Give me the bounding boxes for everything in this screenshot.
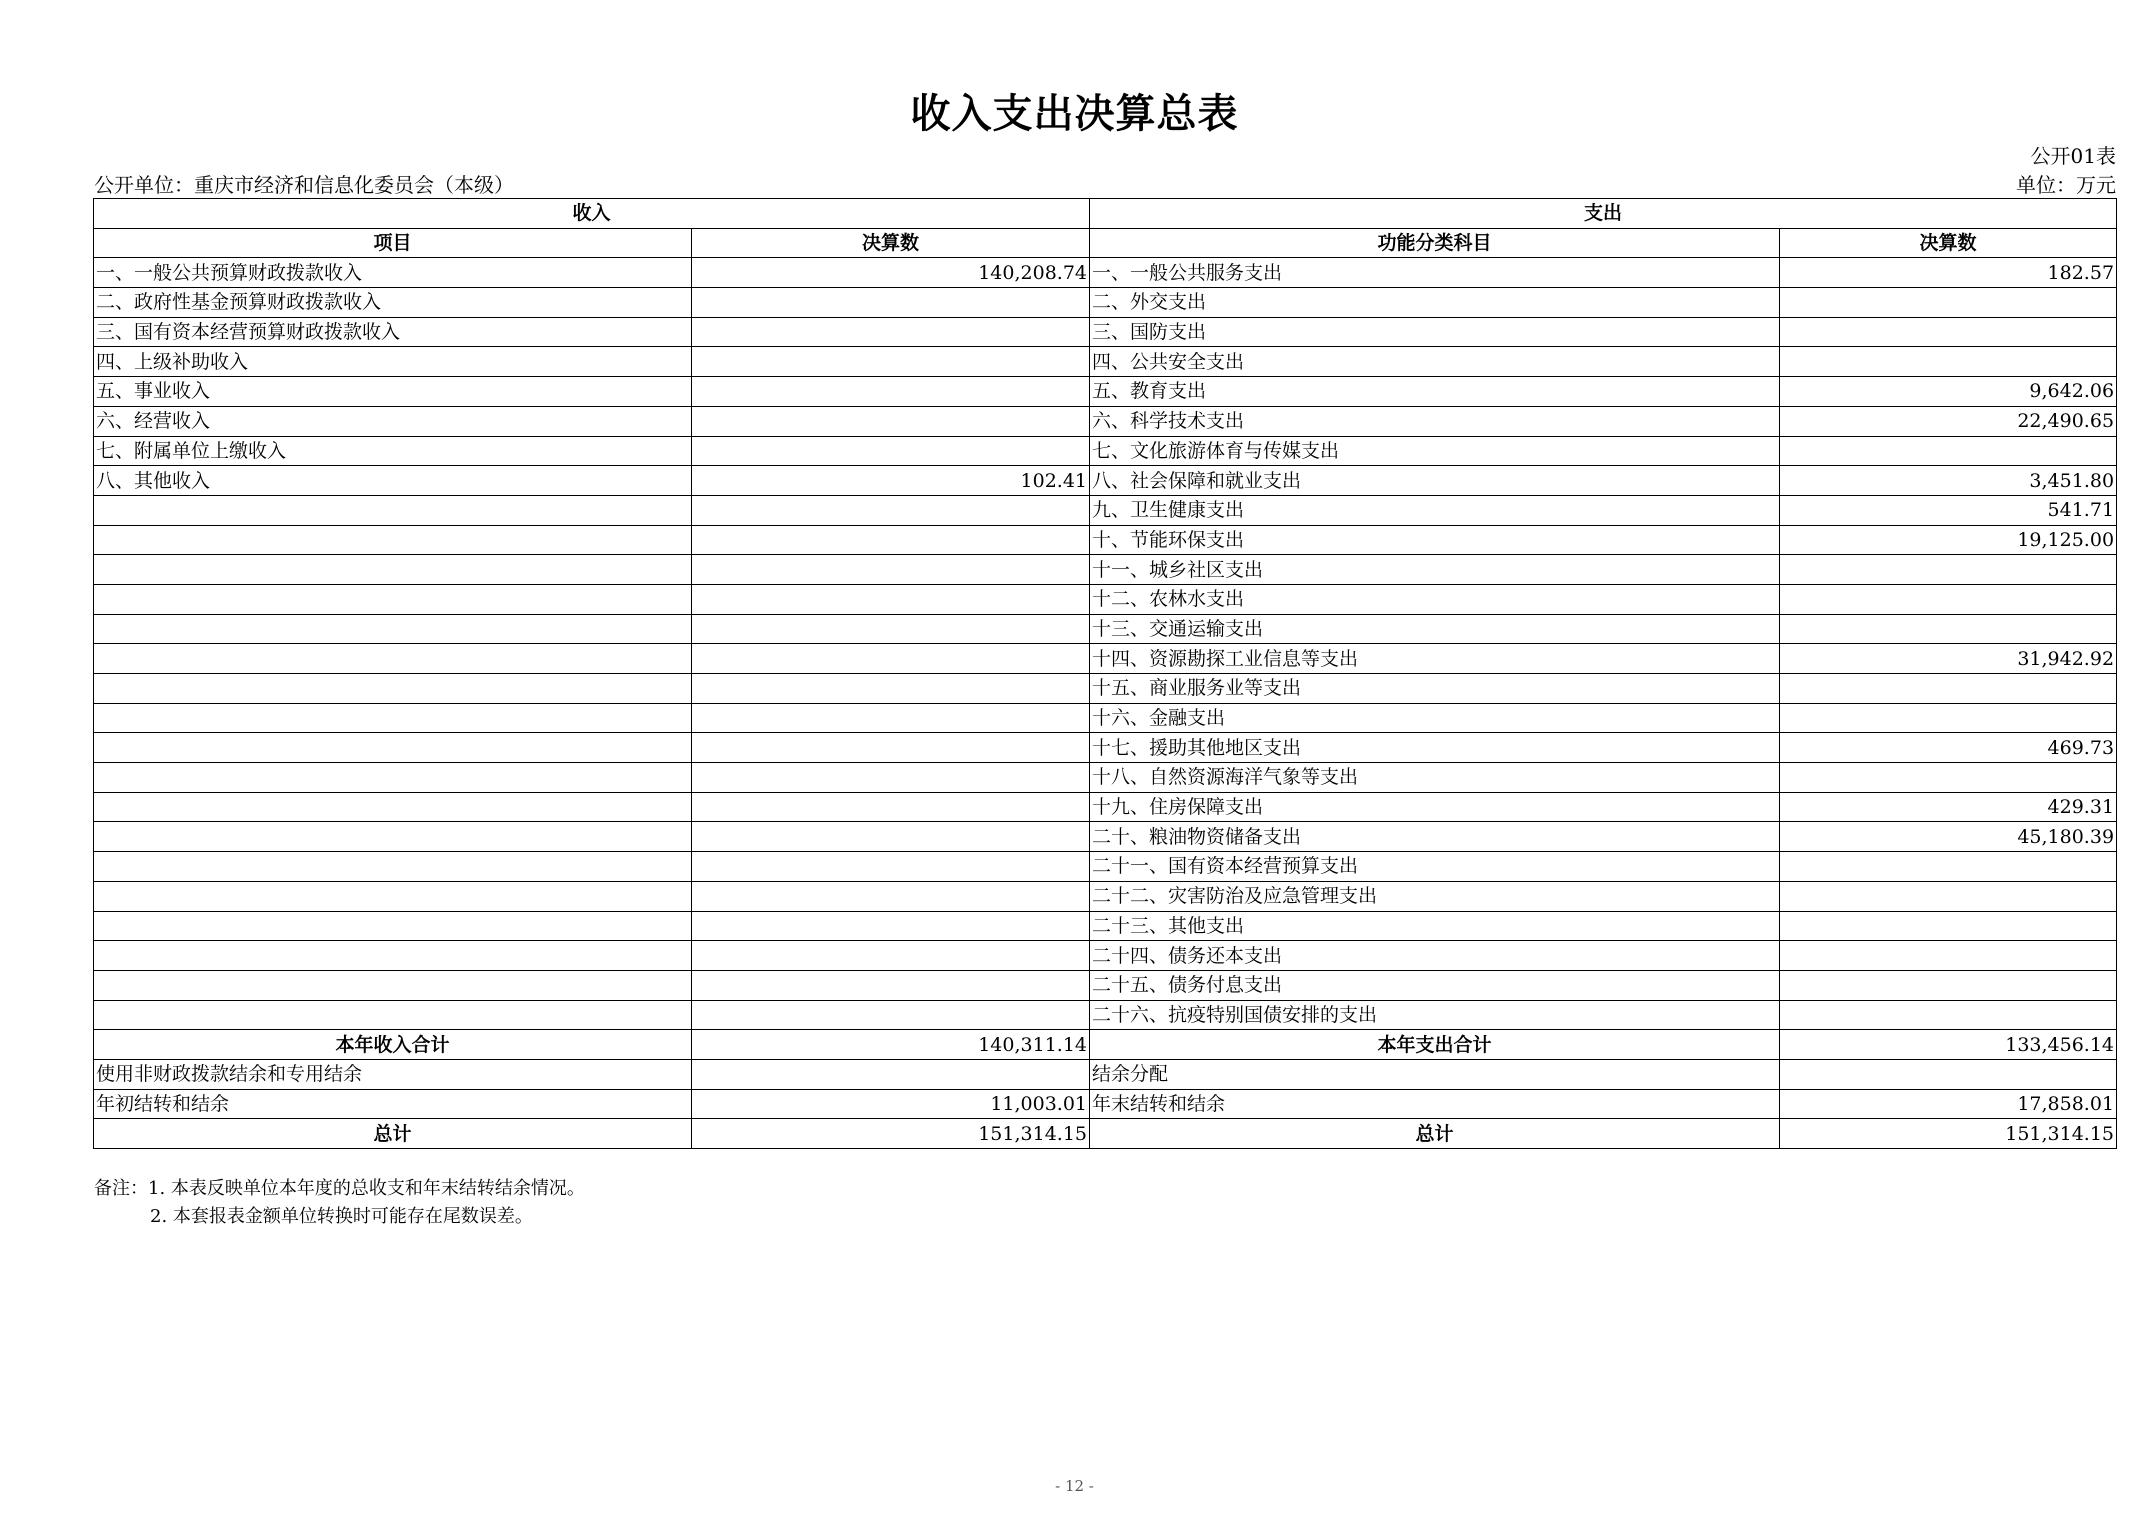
expense-item-value: [1780, 317, 2117, 347]
expense-item-value: [1780, 941, 2117, 971]
expense-item-value: 469.73: [1780, 733, 2117, 763]
expense-item-label: 二十一、国有资本经营预算支出: [1090, 852, 1780, 882]
expense-section-header: 支出: [1090, 199, 2117, 229]
income-item-value: [692, 347, 1090, 377]
table-row: [94, 970, 2117, 1000]
income-item-label: 七、附属单位上缴收入: [94, 436, 692, 466]
expense-item-label: 二十、粮油物资储备支出: [1090, 822, 1780, 852]
begin-carryover-value: 11,003.01: [692, 1089, 1090, 1119]
income-item-value: [692, 495, 1090, 525]
expense-item-label: 一、一般公共服务支出: [1090, 258, 1780, 288]
expense-item-value: [1780, 347, 2117, 377]
unit-label: 单位：万元: [2016, 173, 2116, 197]
end-carryover-label: 年末结转和结余: [1090, 1089, 1780, 1119]
income-item-value: [692, 525, 1090, 555]
income-item-label: 四、上级补助收入: [94, 347, 692, 377]
income-item-label: 一、一般公共预算财政拨款收入: [94, 258, 692, 288]
income-item-value: [692, 288, 1090, 318]
table-row: [94, 584, 2117, 614]
expense-item-value: 9,642.06: [1780, 377, 2117, 407]
income-item-label: 六、经营收入: [94, 406, 692, 436]
income-item-value: [692, 584, 1090, 614]
expense-item-label: 十六、金融支出: [1090, 703, 1780, 733]
table-row: [94, 822, 2117, 852]
income-item-value: [692, 822, 1090, 852]
income-item-label: [94, 614, 692, 644]
expense-item-label: 九、卫生健康支出: [1090, 495, 1780, 525]
table-row: [94, 733, 2117, 763]
income-item-label: [94, 644, 692, 674]
table-row: [94, 288, 2117, 318]
begin-carryover-label: 年初结转和结余: [94, 1089, 692, 1119]
expense-item-value: [1780, 763, 2117, 793]
income-item-label: [94, 703, 692, 733]
expense-item-label: 四、公共安全支出: [1090, 347, 1780, 377]
income-item-value: [692, 317, 1090, 347]
income-item-label: [94, 822, 692, 852]
expense-item-value: 19,125.00: [1780, 525, 2117, 555]
nonfiscal-label: 使用非财政拨款结余和专用结余: [94, 1059, 692, 1089]
expense-item-value: [1780, 674, 2117, 704]
expense-item-value: [1780, 852, 2117, 882]
expense-item-value: 22,490.65: [1780, 406, 2117, 436]
table-row: [94, 466, 2117, 496]
note-line-1: 备注：1. 本表反映单位本年度的总收支和年末结转结余情况。: [94, 1178, 585, 1199]
totals-body: [94, 1030, 2117, 1149]
income-amount-column-header: 决算数: [692, 228, 1090, 258]
table-body: [94, 258, 2117, 1030]
form-number: 公开01表: [2030, 144, 2116, 168]
table-row: [94, 1000, 2117, 1030]
notes: [94, 1175, 585, 1231]
expense-item-label: 五、教育支出: [1090, 377, 1780, 407]
grand-total-label-left: 总计: [94, 1119, 692, 1149]
table-row: [94, 911, 2117, 941]
table-row: [94, 555, 2117, 585]
expense-item-value: [1780, 970, 2117, 1000]
expense-item-label: 二十三、其他支出: [1090, 911, 1780, 941]
income-item-value: [692, 852, 1090, 882]
expense-item-label: 十八、自然资源海洋气象等支出: [1090, 763, 1780, 793]
table-row: [94, 941, 2117, 971]
table-row: [94, 703, 2117, 733]
expense-item-value: 31,942.92: [1780, 644, 2117, 674]
expense-item-label: 十五、商业服务业等支出: [1090, 674, 1780, 704]
table-row: [94, 436, 2117, 466]
expense-item-label: 七、文化旅游体育与传媒支出: [1090, 436, 1780, 466]
page-title: 收入支出决算总表: [910, 91, 1239, 137]
income-item-value: [692, 881, 1090, 911]
expense-item-value: 182.57: [1780, 258, 2117, 288]
table-row: [94, 406, 2117, 436]
income-item-value: 102.41: [692, 466, 1090, 496]
income-section-header: 收入: [94, 199, 1090, 229]
table-row: [94, 258, 2117, 288]
income-item-value: 140,208.74: [692, 258, 1090, 288]
income-item-label: [94, 733, 692, 763]
income-item-label: [94, 941, 692, 971]
income-item-label: [94, 495, 692, 525]
year-total-row: [94, 1030, 2117, 1060]
income-item-value: [692, 436, 1090, 466]
income-item-value: [692, 970, 1090, 1000]
expense-item-label: 六、科学技术支出: [1090, 406, 1780, 436]
expense-item-value: 541.71: [1780, 495, 2117, 525]
grand-total-value-right: 151,314.15: [1780, 1119, 2117, 1149]
income-item-value: [692, 792, 1090, 822]
income-item-value: [692, 733, 1090, 763]
expense-item-label: 十、节能环保支出: [1090, 525, 1780, 555]
income-item-label: [94, 792, 692, 822]
table-row: [94, 347, 2117, 377]
expense-item-value: [1780, 881, 2117, 911]
table-row: [94, 377, 2117, 407]
income-item-label: [94, 555, 692, 585]
income-item-value: [692, 377, 1090, 407]
expense-item-value: [1780, 555, 2117, 585]
income-item-value: [692, 703, 1090, 733]
table-row: [94, 792, 2117, 822]
expense-item-label: 二十四、债务还本支出: [1090, 941, 1780, 971]
carryover-row: [94, 1089, 2117, 1119]
table-row: [94, 644, 2117, 674]
note-line-2: 2. 本套报表金额单位转换时可能存在尾数误差。: [150, 1206, 533, 1227]
table-row: [94, 317, 2117, 347]
income-item-value: [692, 763, 1090, 793]
income-year-total-value: 140,311.14: [692, 1030, 1090, 1060]
table-row: [94, 525, 2117, 555]
grand-total-row: [94, 1119, 2117, 1149]
grand-total-value-left: 151,314.15: [692, 1119, 1090, 1149]
expense-item-value: 429.31: [1780, 792, 2117, 822]
income-item-label: [94, 584, 692, 614]
income-item-label: [94, 525, 692, 555]
expense-amount-column-header: 决算数: [1780, 228, 2117, 258]
income-item-label: 八、其他收入: [94, 466, 692, 496]
expense-item-value: [1780, 911, 2117, 941]
expense-item-label: 八、社会保障和就业支出: [1090, 466, 1780, 496]
income-item-value: [692, 911, 1090, 941]
income-item-label: 五、事业收入: [94, 377, 692, 407]
income-item-value: [692, 1000, 1090, 1030]
expense-item-value: 3,451.80: [1780, 466, 2117, 496]
grand-total-label-right: 总计: [1090, 1119, 1780, 1149]
table-row: [94, 614, 2117, 644]
table-row: [94, 674, 2117, 704]
income-item-label: [94, 1000, 692, 1030]
expense-item-label: 二十五、债务付息支出: [1090, 970, 1780, 1000]
expense-item-label: 十七、援助其他地区支出: [1090, 733, 1780, 763]
income-item-label: [94, 970, 692, 1000]
income-item-label: 三、国有资本经营预算财政拨款收入: [94, 317, 692, 347]
surplus-distribution-value: [1780, 1059, 2117, 1089]
expense-item-label: 二十六、抗疫特别国债安排的支出: [1090, 1000, 1780, 1030]
surplus-distribution-label: 结余分配: [1090, 1059, 1780, 1089]
expense-item-value: [1780, 1000, 2117, 1030]
expense-item-label: 三、国防支出: [1090, 317, 1780, 347]
table-row: [94, 495, 2117, 525]
income-item-value: [692, 941, 1090, 971]
income-item-label: [94, 674, 692, 704]
income-item-value: [692, 555, 1090, 585]
expense-item-label: 十三、交通运输支出: [1090, 614, 1780, 644]
income-expense-table: [93, 198, 2117, 1149]
organization-label: 公开单位：重庆市经济和信息化委员会（本级）: [94, 173, 514, 197]
income-item-label: [94, 763, 692, 793]
expense-item-label: 二十二、灾害防治及应急管理支出: [1090, 881, 1780, 911]
expense-item-label: 十一、城乡社区支出: [1090, 555, 1780, 585]
table-row: [94, 881, 2117, 911]
nonfiscal-value: [692, 1059, 1090, 1089]
income-item-label: [94, 881, 692, 911]
income-item-value: [692, 644, 1090, 674]
expense-item-label: 十四、资源勘探工业信息等支出: [1090, 644, 1780, 674]
table-row: [94, 763, 2117, 793]
function-subject-column-header: 功能分类科目: [1090, 228, 1780, 258]
table-row: [94, 852, 2117, 882]
expense-item-value: [1780, 584, 2117, 614]
item-column-header: 项目: [94, 228, 692, 258]
expense-item-label: 十二、农林水支出: [1090, 584, 1780, 614]
income-item-value: [692, 406, 1090, 436]
nonfiscal-row: [94, 1059, 2117, 1089]
expense-item-value: [1780, 614, 2117, 644]
expense-item-value: [1780, 436, 2117, 466]
expense-year-total-value: 133,456.14: [1780, 1030, 2117, 1060]
column-header-row: [94, 228, 2117, 258]
expense-item-label: 二、外交支出: [1090, 288, 1780, 318]
expense-year-total-label: 本年支出合计: [1090, 1030, 1780, 1060]
income-item-label: [94, 852, 692, 882]
page-number: - 12 -: [1055, 1477, 1094, 1495]
income-year-total-label: 本年收入合计: [94, 1030, 692, 1060]
income-item-value: [692, 674, 1090, 704]
income-item-label: 二、政府性基金预算财政拨款收入: [94, 288, 692, 318]
expense-item-label: 十九、住房保障支出: [1090, 792, 1780, 822]
end-carryover-value: 17,858.01: [1780, 1089, 2117, 1119]
expense-item-value: 45,180.39: [1780, 822, 2117, 852]
section-header-row: [94, 199, 2117, 229]
expense-item-value: [1780, 703, 2117, 733]
income-item-label: [94, 911, 692, 941]
income-item-value: [692, 614, 1090, 644]
expense-item-value: [1780, 288, 2117, 318]
